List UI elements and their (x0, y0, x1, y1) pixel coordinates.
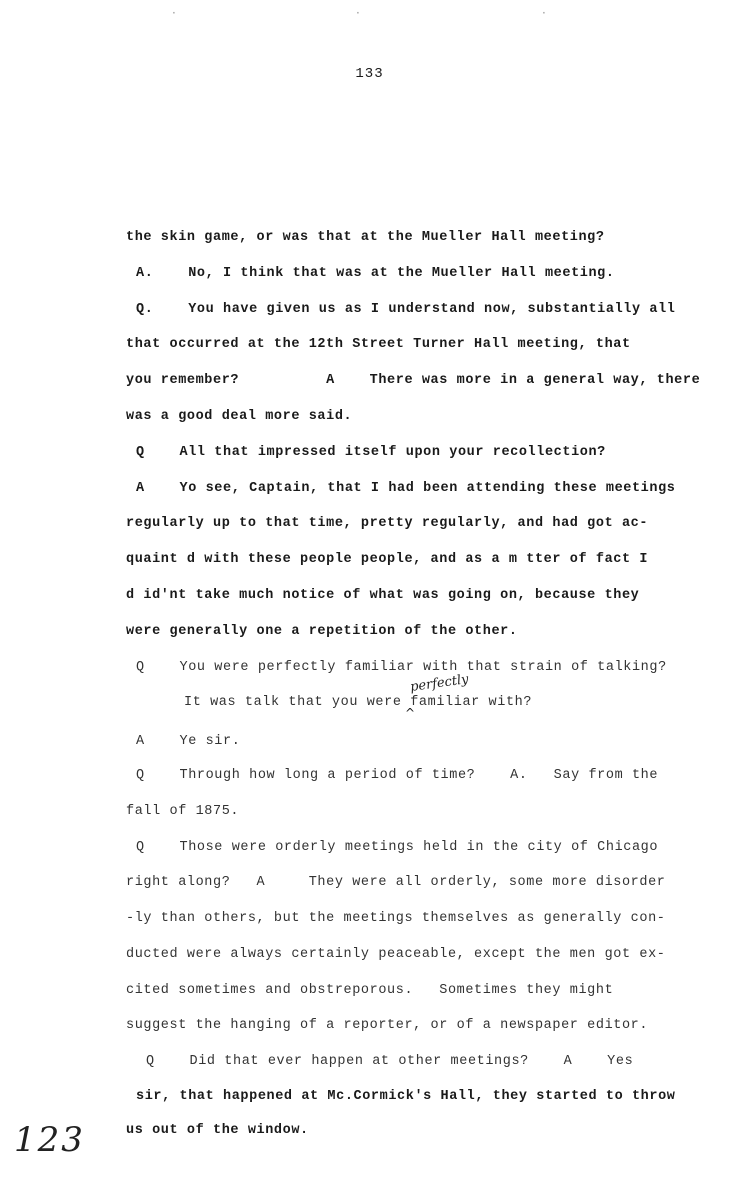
transcript-line: Q All that impressed itself upon your recollection? (136, 445, 606, 460)
transcript-line: sir, that happened at Mc.Cormick's Hall, they started to throw (136, 1089, 676, 1104)
transcript-line: Q. You have given us as I understand now, substantially all (136, 302, 676, 317)
transcript-line: Q You were perfectly familiar with that strain of talking? (136, 660, 667, 675)
transcript-line: A Ye sir. (136, 734, 241, 749)
transcript-line: quaint d with these people people, and as a m tter of fact I (126, 552, 649, 567)
transcript-line: fall of 1875. (126, 804, 240, 819)
transcript-line: the skin game, or was that at the Mueller Hall meeting? (126, 230, 605, 245)
transcript-line: A. No, I think that was at the Mueller Hall meeting. (136, 266, 615, 281)
handwritten-interlineation: perfectly (409, 671, 470, 696)
insertion-caret-mark: ^ (405, 706, 416, 720)
punch-hole-mark: · (172, 6, 176, 20)
page-number: 133 (355, 66, 384, 82)
transcript-line: us out of the window. (126, 1123, 309, 1138)
transcript-line: -ly than others, but the meetings themselves as generally con- (126, 911, 666, 926)
transcript-line: A Yo see, Captain, that I had been attending these meetings (136, 481, 676, 496)
transcript-line: Q Through how long a period of time? A. Say from the (136, 768, 659, 783)
handwritten-margin-number: 123 (14, 1120, 85, 1160)
transcript-line: was a good deal more said. (126, 409, 353, 424)
transcript-line: regularly up to that time, pretty regularly, and had got ac- (126, 516, 649, 531)
transcript-line: ducted were always certainly peaceable, except the men got ex- (126, 947, 666, 962)
transcript-line: that occurred at the 12th Street Turner Hall meeting, that (126, 337, 631, 352)
transcript-line: you remember? A There was more in a general way, there (126, 373, 701, 388)
transcript-line: suggest the hanging of a reporter, or of a newspaper editor. (126, 1018, 649, 1033)
punch-hole-mark: · (542, 6, 546, 20)
transcript-line: cited sometimes and obstreporous. Sometimes they might (126, 983, 614, 998)
transcript-line: d id'nt take much notice of what was going on, because they (126, 588, 640, 603)
transcript-line: It was talk that you were familiar with? (184, 695, 533, 710)
punch-hole-mark: · (356, 6, 360, 20)
transcript-line: Q Those were orderly meetings held in the city of Chicago (136, 840, 659, 855)
transcript-line: Q Did that ever happen at other meetings? A Yes (146, 1054, 634, 1069)
transcript-line: right along? A They were all orderly, some more disorder (126, 875, 666, 890)
transcript-line: were generally one a repetition of the other. (126, 624, 518, 639)
